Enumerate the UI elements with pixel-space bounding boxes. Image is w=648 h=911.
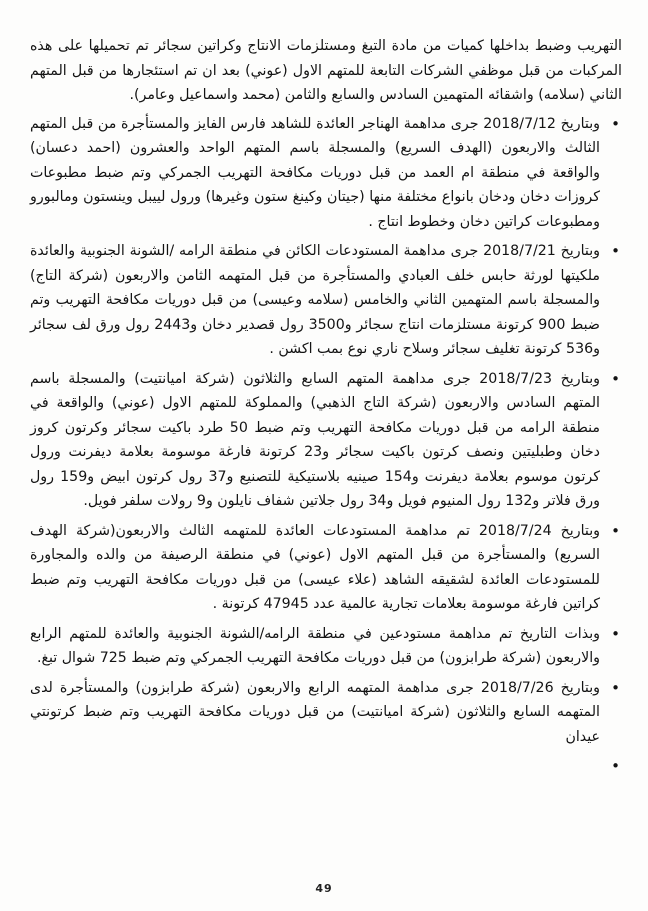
bullet-item-6 — [30, 676, 622, 750]
bullet-item-5 — [30, 622, 622, 671]
bullet-icon: • — [611, 114, 620, 133]
bullet-icon: • — [611, 242, 620, 260]
bullet-text: وبتاريخ 2018/7/26 جرى مداهمة المتهمه الرابع والاربعون (شركة طرابزون) والمستأجرة لدى المتهمه السابع والثلاثون (شركة اميانتيت) من قبل دوريات مكافحة التهريب وتم ضبط كرتونتي عيدان — [30, 679, 600, 745]
bullet-icon: • — [611, 521, 620, 540]
bullet-icon: • — [611, 757, 620, 775]
bullet-item-4 — [30, 519, 622, 617]
bullet-icon: • — [611, 678, 620, 697]
intro-paragraph: التهريب وضبط بداخلها كميات من مادة التبغ ومستلزمات الانتاج وكراتين سجائر تم تحميلها على هذه المركبات من قبل موظفي الشركات التابعة للمتهم الاول (عوني) بعد ان تم استئجارها من قبل المتهم الثاني (سلامه) واشقائه المتهمين السادس والسابع والثامن (محمد واسماعيل وعامر). — [30, 38, 622, 103]
bullet-text: وبتاريخ 2018/7/24 تم مداهمة المستودعات العائدة للمتهمه الثالث والاربعون(شركة الهدف السريع) والمستأجرة من قبل المتهم الاول (عوني) في منطقة الرصيفة من والده والمجاورة للمستودعات العائدة لشقيقه الشاهد (علاء عيسى) من قبل دوريات مكافحة التهريب وتم ضبط كراتين فارغة موسومة بعلامات تجارية عالمية عدد 47945 كرتونة . — [30, 522, 600, 612]
bullet-text: وبتاريخ 2018/7/12 جرى مداهمة الهناجر العائدة للشاهد فارس الفايز والمستأجرة من قبل المتهم الثالث والاربعون (الهدف السريع) والمسجلة باسم المتهم الواحد والعشرون (احمد دعسان) والواقعة في منطقة ام العمد من قبل دوريات مكافحة التهريب الجمركي وتم ضبط مطبوعات كروزات دخان ودخان بانواع مختلفة منها (جيتان وكينغ ستون وغيرها) ورول لييبل وينستون ومالبورو ومطبوعات كراتين دخان وخطوط انتاج . — [30, 115, 600, 230]
bullet-text: وبتاريخ 2018/7/23 جرى مداهمة المتهم السابع والثلاثون (شركة اميانتيت) والمسجلة باسم المتهم السادس والاربعون (شركة التاج الذهبي) والمملوكة للمتهم الاول (عوني) والواقعة في منطقة الرامه من قبل دوريات مكافحة التهريب وتم ضبط 50 طرد باكيت سجائر وكرتون كروز دخان وطبليتين ونصف كرتون باكيت سجائر و23 كرتونة فارغة موسومة بعلامة ديفرنت ورول كرتون موسوم بعلامة ديفرنت و154 صينيه بلاستيكية للتصنيع و37 رول كرتون ابيض و159 رول ورق فلاتر و132 رول المنيوم فويل و34 رول جلاتين شفاف نايلون و9 رولات سلفر فويل. — [30, 370, 601, 509]
bullet-icon: • — [611, 369, 620, 388]
bullet-text: وبتاريخ 2018/7/21 جرى مداهمة المستودعات الكائن في منطقة الرامه /الشونة الجنوبية والعائدة ملكيتها لورثة حابس خلف العبادي والمستأجرة من قبل المتهمه الثامن والاربعون (شركة التاج) والمسجلة باسم المتهمين الثاني والخامس (سلامه وعيسى) من قبل دوريات مكافحة التهريب وتم ضبط 900 كرتونة مستلزمات انتاج سجائر و3500 رول قصدير دخان و2443 رول ورق لف سجائر و536 كرتونة تغليف سجائر وسلاح ناري نوع بمب اكشن . — [30, 243, 600, 357]
bullet-item-2 — [30, 239, 622, 362]
bullet-icon: • — [611, 624, 620, 643]
bullet-item-3 — [30, 367, 622, 514]
bullet-item-1 — [30, 112, 622, 235]
page-number: 49 — [315, 881, 333, 895]
bullet-text: وبذات التاريخ تم مداهمة مستودعين في منطقة الرامه/الشونة الجنوبية والعائدة للمتهم الرابع والاربعون (شركة طرابزون) من قبل دوريات مكافحة التهريب الجمركي وتم ضبط 725 شوال تبغ. — [30, 625, 600, 666]
